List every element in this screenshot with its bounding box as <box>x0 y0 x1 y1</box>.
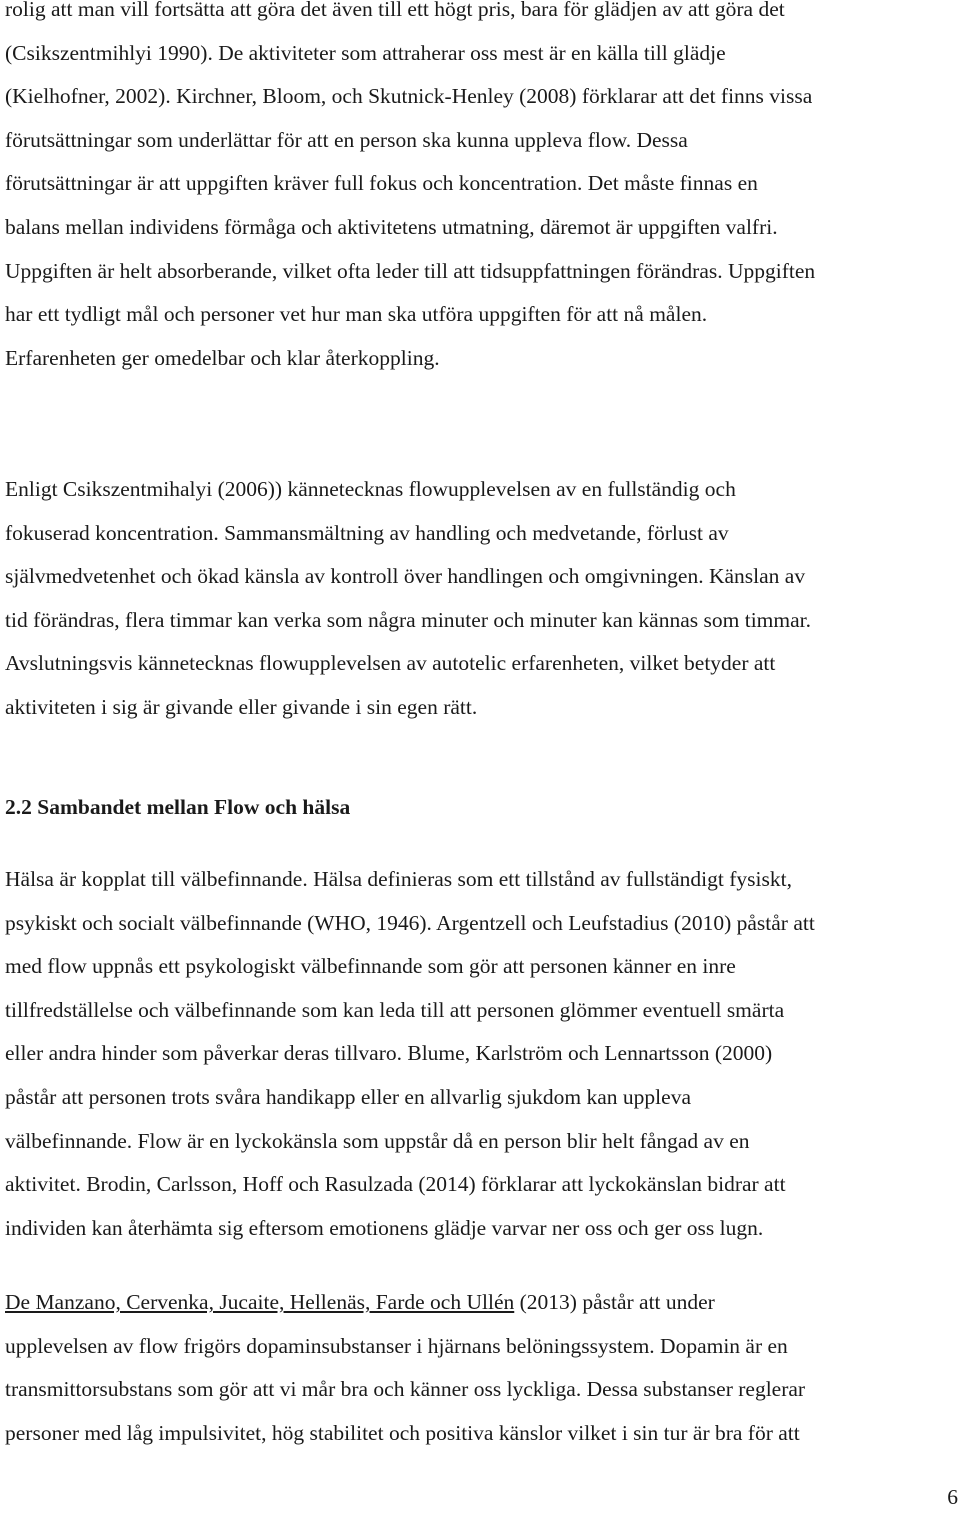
text-line: (Csikszentmihlyi 1990). De aktiviteter som attraherar oss mest är en källa till glädje <box>5 40 726 65</box>
text-line: påstår att personen trots svåra handikapp eller en allvarlig sjukdom kan uppleva <box>5 1084 691 1109</box>
text-line <box>5 1281 805 1325</box>
text-line: balans mellan individens förmåga och aktivitetens utmatning, däremot är uppgiften valfri. <box>5 214 778 239</box>
text-line: Hälsa är kopplat till välbefinnande. Hälsa definieras som ett tillstånd av fullständigt fysiskt, <box>5 867 792 891</box>
text-line: förutsättningar som underlättar för att en person ska kunna uppleva flow. Dessa <box>5 127 688 152</box>
text-line: Uppgiften är helt absorberande, vilket ofta leder till att tidsuppfattningen förändras. Uppgiften <box>5 258 816 283</box>
text-line: upplevelsen av flow frigörs dopaminsubstanser i hjärnans belöningssystem. Dopamin är en <box>5 1333 788 1358</box>
text-line: förutsättningar är att uppgiften kräver full fokus och koncentration. Det måste finnas en <box>5 171 758 196</box>
paragraph-flow-characteristics <box>5 468 811 730</box>
text-line: Enligt Csikszentmihalyi (2006)) kännetecknas flowupplevelsen av en fullständig och <box>5 477 736 501</box>
text-line: rolig att man vill fortsätta att göra det även till ett högt pris, bara för glädjen av att göra det <box>5 0 785 21</box>
text-line: aktiviteten i sig är givande eller givande i sin egen rätt. <box>5 694 478 719</box>
text-line: välbefinnande. Flow är en lyckokänsla som uppstår då en person blir helt fångad av en <box>5 1128 750 1153</box>
text-line: fokuserad koncentration. Sammansmältning av handling och medvetande, förlust av <box>5 520 729 545</box>
paragraph-health-wellbeing <box>5 858 815 1250</box>
text-line: psykiskt och socialt välbefinnande (WHO, 1946). Argentzell och Leufstadius (2010) påstår att <box>5 910 815 935</box>
text-line: tillfredställelse och välbefinnande som kan leda till att personen glömmer eventuell smärta <box>5 997 785 1022</box>
text-line: har ett tydligt mål och personer vet hur man ska utföra uppgiften för att nå målen. <box>5 302 708 327</box>
text-line: Erfarenheten ger omedelbar och klar återkoppling. <box>5 345 440 370</box>
paragraph-dopamine <box>5 1281 805 1455</box>
text-line: tid förändras, flera timmar kan verka som några minuter och minuter kan kännas som timmar. <box>5 607 812 632</box>
section-heading: 2.2 Sambandet mellan Flow och hälsa <box>5 795 351 819</box>
text-span: (2013) påstår att under <box>514 1290 715 1314</box>
page-number: 6 <box>947 1485 958 1509</box>
text-line: Avslutningsvis kännetecknas flowupplevelsen av autotelic erfarenheten, vilket betyder att <box>5 651 776 676</box>
text-line: individen kan återhämta sig eftersom emotionens glädje varvar ner oss och ger oss lugn. <box>5 1215 764 1240</box>
text-line: självmedvetenhet och ökad känsla av kontroll över handlingen och omgivningen. Känslan av <box>5 564 806 589</box>
text-line: transmittorsubstans som gör att vi mår bra och känner oss lyckliga. Dessa substanser reglerar <box>5 1377 806 1402</box>
underlined-authors: De Manzano, Cervenka, Jucaite, Hellenäs, Farde och Ullén <box>5 1290 515 1314</box>
text-line: med flow uppnås ett psykologiskt välbefinnande som gör att personen känner en inre <box>5 954 736 979</box>
paragraph-flow-conditions <box>5 0 815 380</box>
text-line: personer med låg impulsivitet, hög stabilitet och positiva känslor vilket i sin tur är bra för att <box>5 1420 800 1445</box>
text-line: aktivitet. Brodin, Carlsson, Hoff och Rasulzada (2014) förklarar att lyckokänslan bidrar att <box>5 1172 786 1197</box>
text-line: eller andra hinder som påverkar deras tillvaro. Blume, Karlström och Lennartsson (2000) <box>5 1041 773 1066</box>
text-line: (Kielhofner, 2002). Kirchner, Bloom, och Skutnick-Henley (2008) förklarar att det finns vissa <box>5 84 813 109</box>
